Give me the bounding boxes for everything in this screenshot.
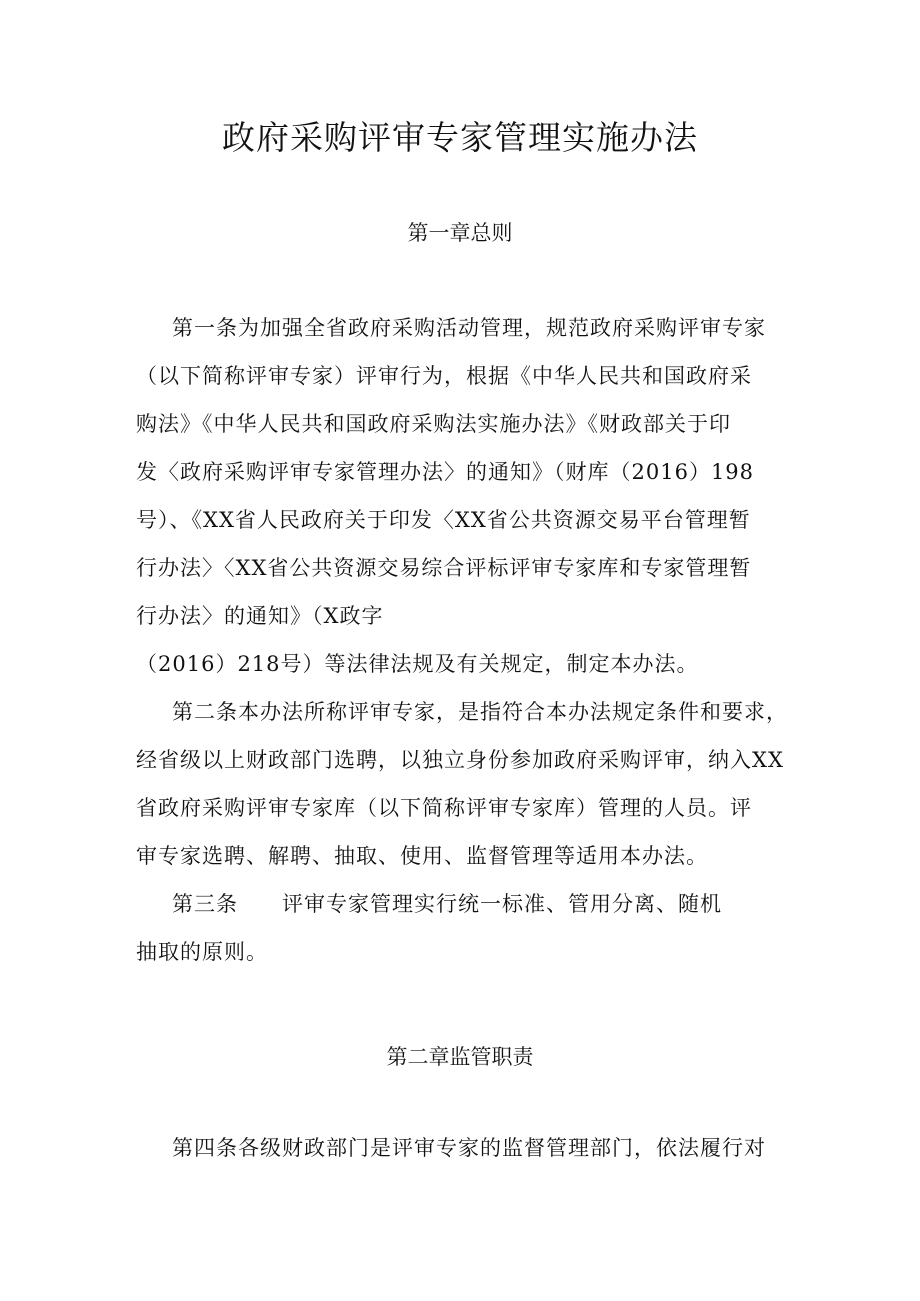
chapter-heading-1: 第一章总则 — [407, 221, 513, 245]
paragraph-line: 第三条 评审专家管理实行统一标准、管用分离、随机 — [172, 892, 722, 916]
paragraph-line: 号）、《XX省人民政府关于印发〈XX省公共资源交易平台管理暂 — [136, 508, 751, 532]
paragraph-line: 第二条本办法所称评审专家，是指符合本办法规定条件和要求， — [172, 700, 788, 724]
paragraph-line: 发〈政府采购评审专家管理办法〉的通知》（财库（2016）198 — [136, 460, 755, 484]
paragraph-line: （以下简称评审专家）评审行为，根据《中华人民共和国政府采 — [136, 364, 752, 388]
paragraph-line: 抽取的原则。 — [136, 940, 268, 964]
paragraph-line: 审专家选聘、解聘、抽取、使用、监督管理等适用本办法。 — [136, 844, 708, 868]
paragraph-line: （2016）218号）等法律法规及有关规定，制定本办法。 — [136, 652, 699, 676]
paragraph-line: 行办法〉〈XX省公共资源交易综合评标评审专家库和专家管理暂 — [136, 556, 752, 580]
paragraph-line: 第四条各级财政部门是评审专家的监督管理部门，依法履行对 — [172, 1136, 766, 1160]
paragraph-line: 第一条为加强全省政府采购活动管理，规范政府采购评审专家 — [172, 316, 766, 340]
document-title: 政府采购评审专家管理实施办法 — [222, 118, 698, 157]
paragraph-line: 购法》《中华人民共和国政府采购法实施办法》《财政部关于印 — [136, 412, 731, 436]
paragraph-line: 行办法〉的通知》（X政字 — [136, 604, 384, 628]
paragraph-line: 省政府采购评审专家库（以下简称评审专家库）管理的人员。评 — [136, 796, 752, 820]
paragraph-line: 经省级以上财政部门选聘，以独立身份参加政府采购评审，纳入XX — [136, 748, 784, 772]
chapter-heading-2: 第二章监管职责 — [386, 1045, 534, 1069]
